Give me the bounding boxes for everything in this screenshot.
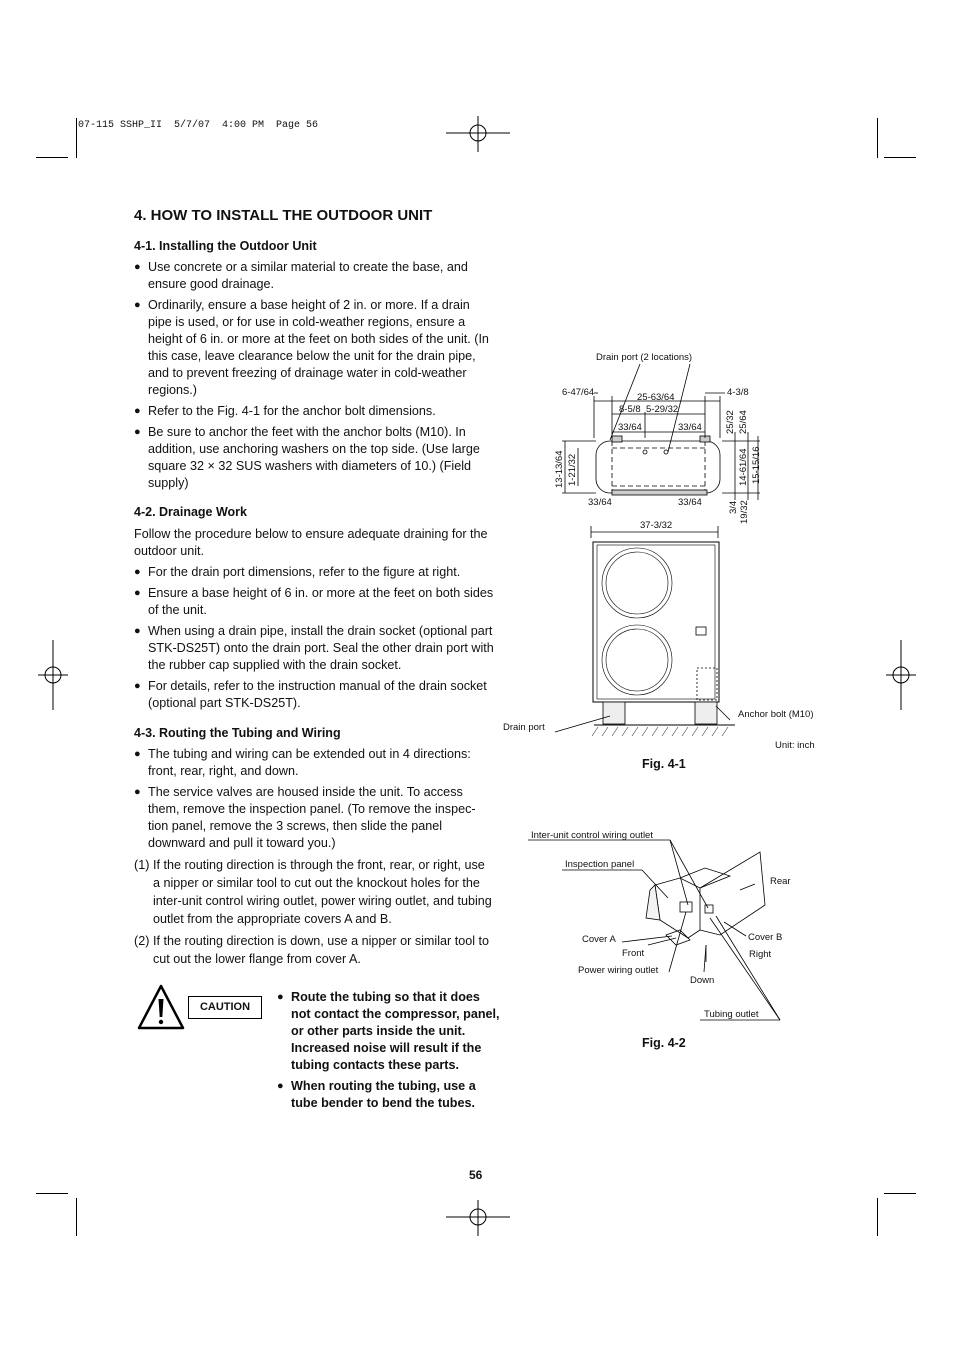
item-text: If the routing direction is down, use a nipper or similar tool to cut out the lower flange from cover A. — [153, 934, 490, 966]
label-drain-port: Drain port — [503, 722, 545, 733]
section-4-1 — [134, 238, 494, 492]
label-unit: Unit: inch — [775, 740, 815, 750]
unit-top-view — [596, 441, 720, 493]
label-cover-a: Cover A — [582, 934, 616, 945]
item-number: (2) — [134, 934, 150, 948]
dim-label: 6-47/64 — [562, 387, 595, 398]
item-text: If the routing direction is through the front, rear, or right, use a nipper or similar tool to cut out the knockout holes for the inter-unit control wiring outlet, power wiring outlet, and tubing outlet from the appropriate covers A and B. — [153, 858, 492, 926]
label-drain-port-2: Drain port (2 locations) — [596, 352, 693, 363]
list-item: ● Be sure to anchor the feet with the anchor bolts (M10). In addition, use anchoring washers on the top side. (Use large square 32 × 32 SUS washers with diameters of 10.) (Field supply) — [134, 424, 494, 492]
dim-label: 3/4 — [728, 500, 739, 514]
list-item: ● Use concrete or a similar material to create the base, and ensure good drainage. — [134, 259, 494, 293]
dim-label: 15-15/16 — [751, 446, 762, 484]
figure-caption: Fig. 4-1 — [642, 757, 686, 771]
crop-mark — [884, 1193, 916, 1194]
label-rear: Rear — [770, 876, 791, 887]
section-title: 4. HOW TO INSTALL THE OUTDOOR UNIT — [134, 207, 433, 224]
list-item: ● The service valves are housed inside the unit. To access them, remove the inspection panel. (To remove the inspec-tion panel, remove the 3 screws, then slide the panel downward and pull it toward you.) — [134, 784, 494, 852]
registration-mark — [38, 640, 68, 710]
figure-caption: Fig. 4-2 — [642, 1036, 686, 1050]
list-item: ● The tubing and wiring can be extended out in 4 directions: front, rear, right, and down. — [134, 746, 494, 780]
list-item: ● Ensure a base height of 6 in. or more at the feet on both sides of the unit. — [134, 585, 494, 619]
dim-label: 4-3/8 — [727, 387, 749, 398]
dim-label: 33/64 — [588, 497, 612, 508]
dim-label: 14-61/64 — [738, 448, 749, 486]
warning-triangle-icon — [136, 983, 186, 1031]
crop-mark — [76, 118, 77, 158]
dim-label: 19/32 — [739, 500, 750, 524]
numbered-item — [134, 856, 494, 928]
dim-label: 8-5/8 — [619, 404, 641, 415]
page-number: 56 — [469, 1168, 483, 1182]
dim-label: 33/64 — [618, 422, 642, 433]
dim-label: 1-21/32 — [567, 453, 578, 486]
caution-label: CAUTION — [188, 996, 262, 1019]
subsection-title: 4-1. Installing the Outdoor Unit — [134, 239, 317, 253]
dim-label: 25-63/64 — [637, 392, 675, 403]
figure-4-2 — [525, 825, 830, 1025]
crop-mark — [884, 157, 916, 158]
item-number: (1) — [134, 858, 150, 872]
crop-mark — [36, 1193, 68, 1194]
print-slug: 07-115 SSHP_II 5/7/07 4:00 PM Page 56 — [78, 120, 319, 131]
numbered-item — [134, 932, 494, 968]
label-power-wiring-outlet: Power wiring outlet — [578, 965, 659, 976]
registration-mark — [446, 1200, 510, 1236]
subsection-title: 4-2. Drainage Work — [134, 505, 248, 519]
crop-mark — [877, 1198, 878, 1236]
dim-label: 25/64 — [738, 410, 749, 434]
list-item: ● Ordinarily, ensure a base height of 2 in. or more. If a drain pipe is used, or for use in cold-weather regions, ensure a height of 6 in. or more at the feet on both sides of the unit. (In this case, leave clearance below the unit for the drain pipe, and to prevent freezing of drainage water in cold-weather regions.) — [134, 297, 494, 399]
dim-label: 33/64 — [678, 497, 702, 508]
dim-label: 13-13/64 — [554, 450, 565, 488]
dim-label: 33/64 — [678, 422, 702, 433]
list-item: ● For the drain port dimensions, refer to the figure at right. — [134, 564, 494, 581]
figure-4-1 — [500, 345, 830, 750]
label-front: Front — [622, 948, 645, 959]
crop-mark — [76, 1198, 77, 1236]
paragraph: Follow the procedure below to ensure adequate draining for the outdoor unit. — [134, 527, 488, 558]
subsection-title: 4-3. Routing the Tubing and Wiring — [134, 726, 341, 740]
crop-mark — [877, 118, 878, 158]
registration-mark — [446, 116, 510, 152]
label-inspection-panel: Inspection panel — [565, 859, 635, 870]
dim-label: 37-3/32 — [640, 520, 673, 531]
list-item: ● When routing the tubing, use a tube bender to bend the tubes. — [277, 1078, 502, 1112]
label-cover-b: Cover B — [748, 932, 783, 943]
dim-label: 25/32 — [725, 410, 736, 434]
list-item: ● When using a drain pipe, install the drain socket (optional part STK-DS25T) onto the drain port. Seal the other drain port with the rubber cap supplied with the drain socket. — [134, 623, 494, 674]
section-4-3 — [134, 725, 494, 968]
label-tubing-outlet: Tubing outlet — [704, 1009, 759, 1020]
crop-mark — [36, 157, 68, 158]
list-item: ● For details, refer to the instruction manual of the drain socket (optional part STK-DS25T). — [134, 678, 494, 712]
caution-text — [277, 989, 502, 1112]
list-item: ● Refer to the Fig. 4-1 for the anchor bolt dimensions. — [134, 403, 494, 420]
section-4-2 — [134, 504, 494, 712]
label-anchor-bolt: Anchor bolt (M10) — [738, 709, 814, 720]
label-right: Right — [749, 949, 772, 960]
label-inter-unit-outlet: Inter-unit control wiring outlet — [531, 830, 653, 841]
registration-mark — [886, 640, 916, 710]
label-down: Down — [690, 975, 715, 986]
list-item: ● Route the tubing so that it does not contact the compressor, panel, or other parts inside the unit. Increased noise will result if the tubing contacts these parts. — [277, 989, 502, 1074]
dim-label: 5-29/32 — [646, 404, 679, 415]
